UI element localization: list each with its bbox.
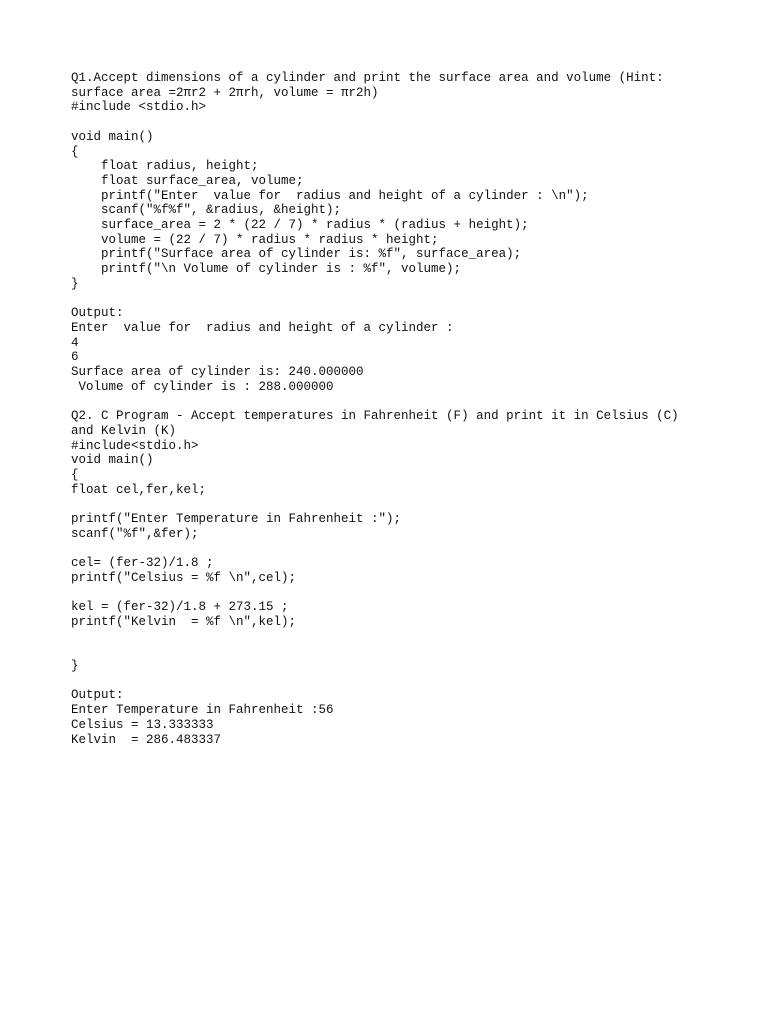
- code-line: surface_area = 2 * (22 / 7) * radius * (radius + height);: [71, 218, 529, 233]
- blank-line: [71, 292, 751, 307]
- code-line: }: [71, 276, 79, 291]
- document-page: [71, 71, 751, 747]
- output-heading: Output:: [71, 306, 124, 321]
- blank-line: [71, 497, 751, 512]
- q1-heading-line-1: Q1.Accept dimensions of a cylinder and print the surface area and volume (Hint:: [71, 71, 664, 85]
- code-line: printf("Kelvin = %f \n",kel);: [71, 614, 297, 629]
- code-line: printf("Celsius = %f \n",cel);: [71, 570, 297, 585]
- code-line: volume = (22 / 7) * radius * radius * height;: [71, 232, 439, 247]
- q2-heading-line-1: Q2. C Program - Accept temperatures in Fahrenheit (F) and print it in Celsius (C): [71, 409, 679, 424]
- code-line: {: [71, 467, 79, 482]
- output-heading: Output:: [71, 688, 124, 703]
- code-line: printf("Enter Temperature in Fahrenheit :");: [71, 512, 402, 527]
- blank-line: [71, 644, 751, 659]
- output-line: 6: [71, 350, 79, 365]
- blank-line: [71, 586, 751, 601]
- code-line: #include <stdio.h>: [71, 100, 207, 115]
- output-line: Enter value for radius and height of a cylinder :: [71, 320, 454, 335]
- code-line: printf("\n Volume of cylinder is : %f", volume);: [71, 262, 462, 277]
- code-line: cel= (fer-32)/1.8 ;: [71, 556, 214, 571]
- code-line: {: [71, 144, 79, 159]
- output-line: Volume of cylinder is : 288.000000: [71, 379, 334, 394]
- q1-heading-line-2: surface area =2πr2 + 2πrh, volume = πr2h): [71, 85, 379, 100]
- code-line: kel = (fer-32)/1.8 + 273.15 ;: [71, 600, 289, 615]
- blank-line: [71, 541, 751, 556]
- output-line: Enter Temperature in Fahrenheit :56: [71, 703, 334, 718]
- q2-heading-line-2: and Kelvin (K): [71, 423, 177, 438]
- code-line: float radius, height;: [71, 159, 259, 174]
- code-line: scanf("%f%f", &radius, &height);: [71, 203, 342, 218]
- code-line: #include<stdio.h>: [71, 438, 199, 453]
- code-line: }: [71, 659, 79, 673]
- code-line: void main(): [71, 453, 154, 468]
- output-line: 4: [71, 335, 79, 350]
- code-line: float surface_area, volume;: [71, 173, 304, 188]
- blank-line: [71, 115, 751, 130]
- output-line: Surface area of cylinder is: 240.000000: [71, 365, 364, 380]
- blank-line: [71, 394, 751, 409]
- code-line: printf("Surface area of cylinder is: %f", surface_area);: [71, 247, 522, 262]
- output-line: Celsius = 13.333333: [71, 717, 214, 732]
- code-line: printf("Enter value for radius and height of a cylinder : \n");: [71, 188, 589, 203]
- output-line: Kelvin = 286.483337: [71, 732, 222, 747]
- blank-line: [71, 674, 751, 689]
- code-line: float cel,fer,kel;: [71, 482, 207, 497]
- code-line: scanf("%f",&fer);: [71, 526, 199, 541]
- code-line: void main(): [71, 129, 154, 144]
- blank-line: [71, 630, 751, 645]
